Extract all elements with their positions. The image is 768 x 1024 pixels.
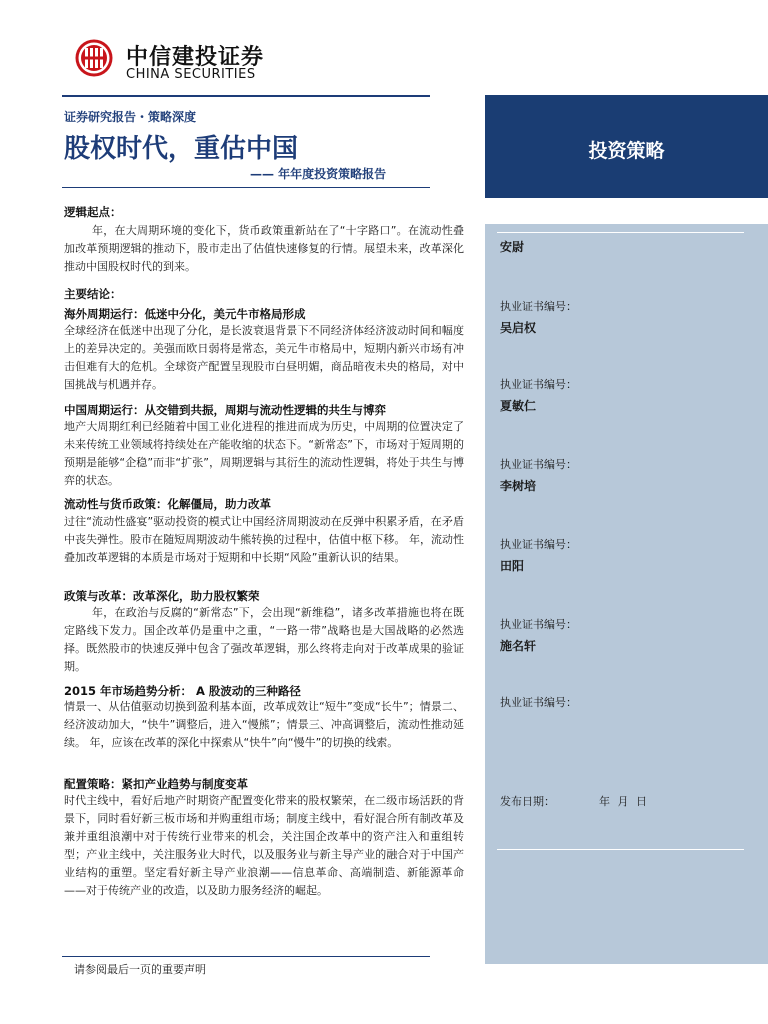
- disclaimer-note: 请参阅最后一页的重要声明: [74, 963, 206, 976]
- logic-heading: 逻辑起点：: [64, 205, 122, 219]
- title-divider: [62, 187, 430, 188]
- header-divider: [62, 95, 430, 97]
- analyst-cert-label: 执业证书编号：: [500, 538, 577, 551]
- analyst-cert-label: 执业证书编号：: [500, 458, 577, 471]
- page-subtitle: —— 年年度投资策略报告: [250, 167, 387, 181]
- analyst-name: 田阳: [500, 559, 525, 573]
- section-paragraph: 情景一、从估值驱动切换到盈利基本面，改革成效让“短牛”变成“长牛”；情景二、经济波动加大，“快牛”调整后，进入“慢熊”；情景三、冲高调整后，流动性推动延续。 年，应该在改革的深化中探索从“快牛”向“慢牛”的切换的线索。: [64, 700, 464, 749]
- panel-divider-bottom: [497, 849, 744, 850]
- section-paragraph: 过往“流动性盛宴”驱动投资的模式让中国经济周期波动在反弹中积累矛盾，在矛盾中丧失弹性。股市在随短周期波动牛熊转换的过程中，估值中枢下移。 年，流动性叠加改革逻辑的本质是市场对于短期和中长期“风险”重新认识的结果。: [64, 515, 464, 564]
- analyst-name: 李树培: [500, 479, 537, 493]
- report-category: 证券研究报告・策略深度: [64, 110, 197, 124]
- analyst-name: 施名轩: [500, 639, 537, 653]
- publish-date-value: 年 月 日: [599, 795, 647, 808]
- publish-date-label: 发布日期：: [500, 795, 555, 808]
- analyst-name: 吴启权: [500, 321, 537, 335]
- company-logo-icon: [74, 38, 114, 78]
- section-heading: 中国周期运行：从交错到共振，周期与流动性逻辑的共生与博弈: [64, 403, 386, 417]
- page-title: 股权时代，重估中国: [64, 134, 299, 164]
- section-heading: 海外周期运行：低迷中分化，美元牛市格局形成: [64, 307, 306, 321]
- analyst-name: 夏敏仁: [500, 399, 537, 413]
- section-paragraph: 时代主线中，看好后地产时期资产配置变化带来的股权繁荣，在二级市场活跃的背景下，同时看好新三板市场和并购重组市场；制度主线中，看好混合所有制改革及兼并重组浪潮中对于传统行业带来的机会，关注国企改革中的资产注入和重组转型；产业主线中，关注服务业大时代，以及服务业与新主导产业的融合对于中国产业结构的重塑。坚定看好新主导产业浪潮——信息革命、高端制造、新能源革命——对于传统产业的改造，以及助力服务经济的崛起。: [64, 794, 464, 897]
- section-heading: 流动性与货币政策：化解僵局，助力改革: [64, 497, 271, 511]
- category-banner-label: 投资策略: [588, 140, 665, 162]
- conclusions-heading: 主要结论：: [64, 287, 122, 301]
- section-paragraph: 年，在政治与反腐的“新常态”下，会出现“新维稳”，诸多改革措施也将在既定路线下发力。国企改革仍是重中之重，“一路一带”战略也是大国战略的必然选择。既然股市的快速反弹中包含了强改革逻辑，那么终将走向对于改革成果的验证期。: [64, 606, 464, 673]
- analyst-cert-label: 执业证书编号：: [500, 618, 577, 631]
- analyst-name: 安尉: [500, 240, 525, 254]
- analyst-cert-label: 执业证书编号：: [500, 300, 577, 313]
- logo-english-name: CHINA SECURITIES: [126, 67, 256, 82]
- footer-divider: [62, 956, 430, 957]
- logic-paragraph: 年，在大周期环境的变化下，货币政策重新站在了“十字路口”。在流动性叠加改革预期逻辑的推动下，股市走出了估值快速修复的行情。展望未来，改革深化推动中国股权时代的到来。: [64, 224, 464, 273]
- section-heading: 2015 年市场趋势分析： A 股波动的三种路径: [64, 684, 301, 698]
- section-paragraph: 地产大周期红利已经随着中国工业化进程的推进而成为历史，中周期的位置决定了未来传统工业领域将持续处在产能收缩的状态下。“新常态”下，市场对于短周期的预期是能够“企稳”而非“扩张”，周期逻辑与其衍生的流动性逻辑，将处于共生与博弈的状态。: [64, 420, 464, 487]
- section-heading: 配置策略：紧扣产业趋势与制度变革: [64, 777, 248, 791]
- section-heading: 政策与改革：改革深化，助力股权繁荣: [64, 589, 260, 603]
- analyst-cert-label: 执业证书编号：: [500, 696, 577, 709]
- logo-chinese-name: 中信建投证券: [126, 45, 265, 70]
- section-paragraph: 全球经济在低迷中出现了分化，是长波衰退背景下不同经济体经济波动时间和幅度上的差异决定的。美强而欧日弱将是常态，美元牛市格局中，短期内新兴市场有冲击但难有大的危机。全球资产配置呈现股市白昼明媚，商品暗夜未央的格局，对中国挑战与机遇并存。: [64, 324, 464, 391]
- panel-divider-top: [497, 232, 744, 233]
- analyst-cert-label: 执业证书编号：: [500, 378, 577, 391]
